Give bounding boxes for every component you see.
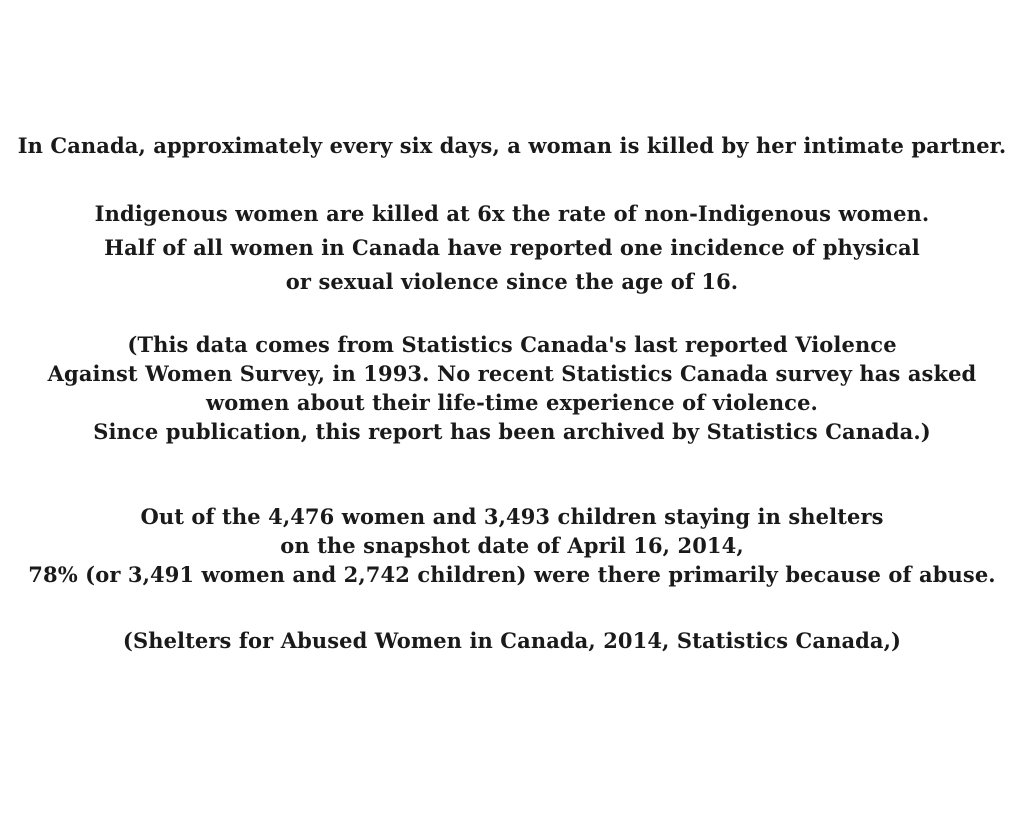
source-note-line-2: Against Women Survey, in 1993. No recent Statistics Canada survey has asked (47, 361, 977, 386)
intro-statement: In Canada, approximately every six days, a woman is killed by her intimate partner. (17, 133, 1007, 158)
source-note-line-1: (This data comes from Statistics Canada's last reported Violence (127, 332, 897, 357)
source-note-line-4: Since publication, this report has been archived by Statistics Canada.) (93, 419, 931, 444)
shelter-statistic-line-3: 78% (or 3,491 women and 2,742 children) were there primarily because of abuse. (28, 562, 996, 587)
source-note-line-3: women about their life-time experience of violence. (206, 390, 818, 415)
violence-statistic-line-1: Half of all women in Canada have reported one incidence of physical (104, 235, 920, 260)
violence-statistic-line-2: or sexual violence since the age of 16. (285, 269, 739, 294)
shelter-statistic-line-1: Out of the 4,476 women and 3,493 children staying in shelters (140, 504, 884, 529)
shelter-statistic-line-2: on the snapshot date of April 16, 2014, (280, 533, 744, 558)
shelter-source-citation: (Shelters for Abused Women in Canada, 2014, Statistics Canada,) (122, 628, 902, 653)
indigenous-statistic: Indigenous women are killed at 6x the rate of non-Indigenous women. (94, 201, 930, 226)
